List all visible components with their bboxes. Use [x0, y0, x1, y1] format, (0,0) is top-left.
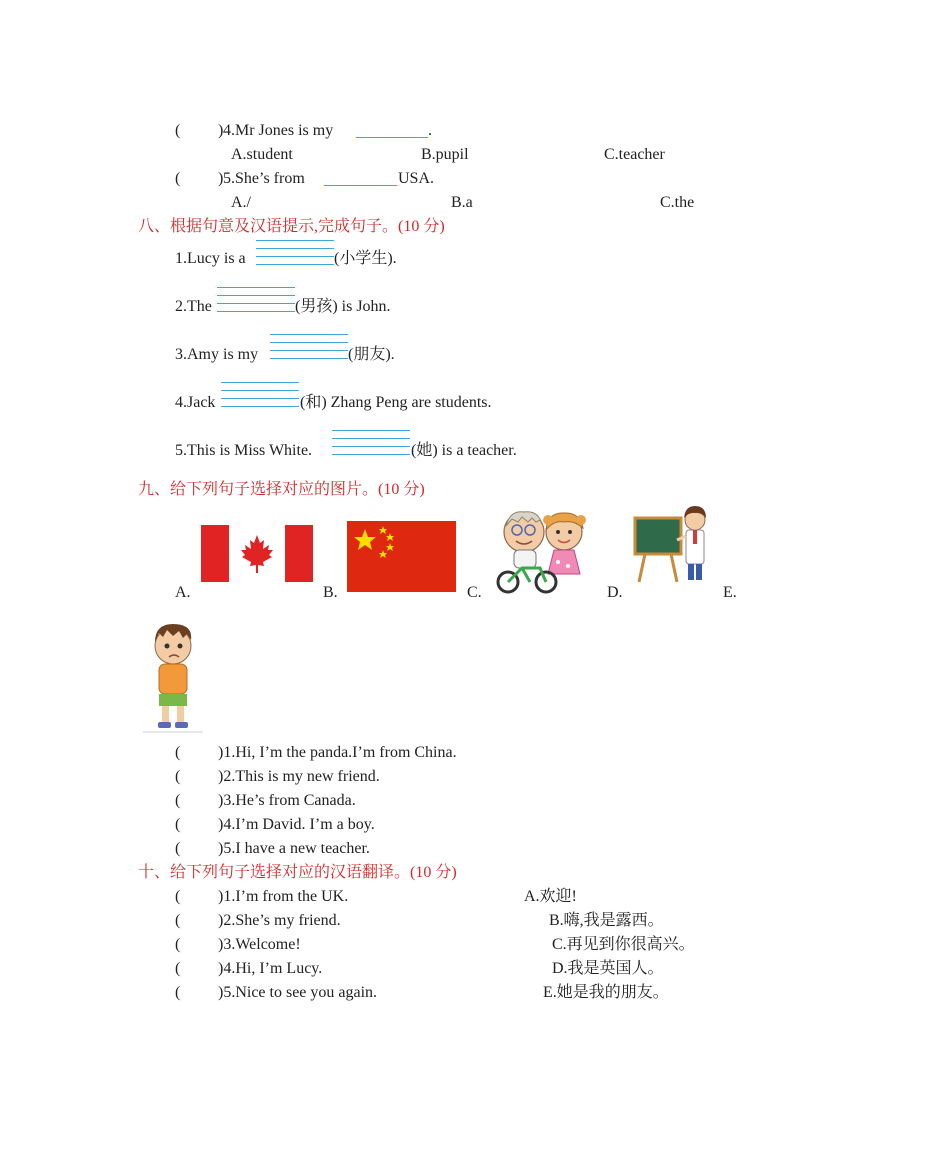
chinese-hint: (和) Zhang Peng are students.	[300, 394, 492, 411]
section-10-heading: 十、给下列句子选择对应的汉语翻译。(10 分)	[138, 864, 457, 881]
boy-orange-shirt	[159, 664, 187, 694]
sentence-text: )4.Hi, I’m Lucy.	[218, 960, 323, 977]
picture-label-b: B.	[323, 584, 338, 601]
china-flag-image	[347, 521, 456, 592]
answer-bracket-close: )	[218, 122, 224, 139]
sentence-text: )1.Hi, I’m the panda.I’m from China.	[218, 744, 457, 761]
sentence-text: )1.I’m from the UK.	[218, 888, 349, 905]
answer-bracket-open[interactable]: (	[175, 816, 181, 833]
answer-bracket-open[interactable]: (	[175, 122, 181, 139]
canada-flag-right-band	[285, 525, 313, 582]
translation-option: D.我是英国人。	[552, 960, 664, 977]
sentence-text: )2.This is my new friend.	[218, 768, 380, 785]
dress-dot	[566, 564, 570, 568]
sentence-text: )4.I’m David. I’m a boy.	[218, 816, 375, 833]
answer-bracket-open[interactable]: (	[175, 840, 181, 857]
answer-blank[interactable]	[324, 169, 397, 186]
answer-bracket-open[interactable]: (	[175, 984, 181, 1001]
chinese-hint: (朋友).	[348, 346, 395, 363]
girl-dress	[548, 550, 580, 574]
answer-bracket-open[interactable]: (	[175, 170, 181, 187]
sentence-text: )2.She’s my friend.	[218, 912, 341, 929]
sentence-start: 3.Amy is my	[175, 346, 259, 363]
chinese-hint: (她) is a teacher.	[411, 442, 517, 459]
canada-flag-left-band	[201, 525, 229, 582]
teacher-leg	[688, 564, 694, 580]
sentence-start: 5.This is Miss White.	[175, 442, 313, 459]
answer-bracket-open[interactable]: (	[175, 960, 181, 977]
option-c: C.the	[660, 194, 695, 211]
girl-eye	[568, 530, 572, 534]
boy-shirt	[514, 550, 536, 568]
boy-shoe	[158, 722, 171, 728]
boy-shoe	[175, 722, 188, 728]
picture-label-a: A.	[175, 584, 191, 601]
answer-bracket-close: )	[218, 170, 224, 187]
translation-option: B.嗨,我是露西。	[549, 912, 664, 929]
section-8-heading: 八、根据句意及汉语提示,完成句子。(10 分)	[138, 218, 445, 235]
picture-label-e: E.	[723, 584, 737, 601]
option-b: B.pupil	[421, 146, 469, 163]
sentence-start: 2.The	[175, 298, 212, 315]
option-a: A./	[231, 194, 251, 211]
girl-bun	[543, 515, 553, 525]
option-b: B.a	[451, 194, 473, 211]
translation-option: A.欢迎!	[524, 888, 577, 905]
friends-on-bike-image	[496, 502, 596, 594]
answer-bracket-open[interactable]: (	[175, 888, 181, 905]
translation-option: C.再见到你很高兴。	[552, 936, 695, 953]
answer-bracket-open[interactable]: (	[175, 936, 181, 953]
boy-eye	[165, 644, 170, 649]
answer-bracket-open[interactable]: (	[175, 744, 181, 761]
chinese-hint: (男孩) is John.	[295, 298, 391, 315]
answer-bracket-open[interactable]: (	[175, 768, 181, 785]
boy-leg	[177, 706, 184, 722]
sentence-text: )3.He’s from Canada.	[218, 792, 356, 809]
picture-label-c: C.	[467, 584, 482, 601]
answer-bracket-open[interactable]: (	[175, 912, 181, 929]
teacher-at-blackboard-image	[633, 500, 713, 585]
answer-bracket-open[interactable]: (	[175, 792, 181, 809]
question-text: 4.Mr Jones is my	[223, 122, 334, 139]
answer-blank[interactable]	[356, 121, 428, 138]
question-text-end: .	[428, 122, 432, 139]
sentence-text: )5.I have a new teacher.	[218, 840, 370, 857]
teacher-tie	[693, 530, 697, 544]
china-flag-background	[347, 521, 456, 592]
question-text: 5.She’s from	[223, 170, 305, 187]
boy-eye	[178, 644, 183, 649]
dress-dot	[556, 560, 560, 564]
translation-option: E.她是我的朋友。	[543, 984, 669, 1001]
canada-flag-image	[201, 525, 313, 582]
boy-image	[143, 618, 203, 734]
picture-label-d: D.	[607, 584, 623, 601]
option-a: A.student	[231, 146, 293, 163]
sentence-text: )5.Nice to see you again.	[218, 984, 378, 1001]
question-text-end: USA.	[398, 170, 435, 187]
sentence-text: )3.Welcome!	[218, 936, 301, 953]
girl-bun	[576, 515, 586, 525]
option-c: C.teacher	[604, 146, 665, 163]
boy-leg	[162, 706, 169, 722]
sentence-start: 1.Lucy is a	[175, 250, 246, 267]
boy-shorts	[159, 694, 187, 706]
teacher-leg	[696, 564, 702, 580]
sentence-start: 4.Jack	[175, 394, 216, 411]
blackboard	[635, 518, 681, 554]
chinese-hint: (小学生).	[334, 250, 397, 267]
section-9-heading: 九、给下列句子选择对应的图片。(10 分)	[138, 481, 425, 498]
girl-eye	[556, 530, 560, 534]
